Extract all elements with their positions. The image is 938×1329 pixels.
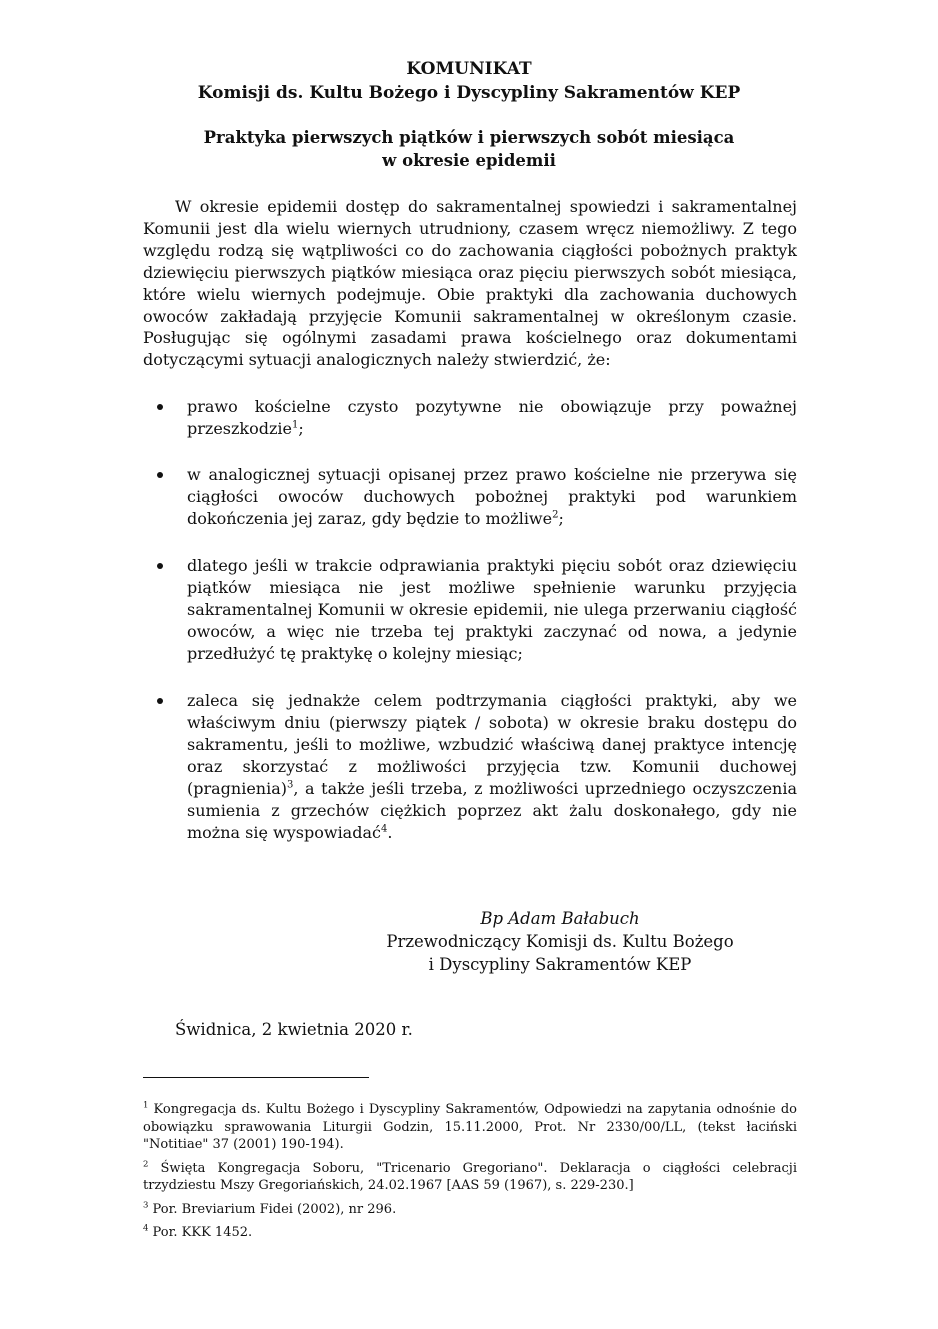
signatory-role: Przewodniczący Komisji ds. Kultu Bożego	[386, 932, 734, 951]
footnote-ref: 2	[552, 509, 559, 521]
bullet-dot-icon	[157, 698, 163, 704]
list-item-text: , a także jeśli trzeba, z możliwości uprzedniego oczyszczenia sumienia z grzechów ciężkich poprzez akt żalu doskonałego, gdy nie można się wyspowiadać	[187, 779, 797, 842]
list-item: w analogicznej sytuacji opisanej przez prawo kościelne nie przerywa się ciągłości owoców duchowych pobożnej praktyki pod warunkiem dokończenia jej zaraz, gdy będzie to możliwe$^2$;	[143, 464, 797, 530]
list-item: zaleca się jednakże celem podtrzymania ciągłości praktyki, aby we właściwym dniu (pierwszy piątek / sobota) w okresie braku dostępu do sakramentu, jeśli to możliwe, wzbudzić właściwą danej praktyce intencję oraz skorzystać z możliwości przyjęcia tzw. Komunii duchowej (pragnienia)$^3$, a także jeśli trzeba, z możliwości uprzedniego oczyszczenia sumienia z grzechów ciężkich poprzez akt żalu doskonałego, gdy nie można się wyspowiadać$^4$.	[143, 690, 797, 844]
footnote-number: 2	[143, 1159, 149, 1170]
footnote-number: 1	[143, 1100, 149, 1111]
list-item: prawo kościelne czysto pozytywne nie obowiązuje przy poważnej przeszkodzie$^1$;	[143, 396, 797, 440]
place-date: Świdnica, 2 kwietnia 2020 r.	[175, 1020, 413, 1039]
signatory-role: i Dyscypliny Sakramentów KEP	[428, 955, 692, 974]
intro-text: W okresie epidemii dostęp do sakramentalnej spowiedzi i sakramentalnej Komunii jest dla wielu wiernych utrudniony, czasem wręcz niemożliwy. Z tego względu rodzą się wątpliwości co do zachowania ciągłości pobożnych praktyk dziewięciu pierwszych piątków miesiąca oraz pięciu pierwszych sobót miesiąca, które wielu wiernych podejmuje. Obie praktyki dla zachowania duchowych owoców zakładają przyjęcie Komunii sakramentalnej w określonym czasie. Posługując się ogólnymi zasadami prawa kościelnego oraz dokumentami dotyczącymi sytuacji analogicznych należy stwierdzić, że:	[143, 197, 797, 370]
footnotes	[143, 1101, 797, 1248]
footnote-text: Kongregacja ds. Kultu Bożego i Dyscypliny Sakramentów, Odpowiedzi na zapytania odnośnie do obowiązku sprawowania Liturgii Godzin, 15.11.2000, Prot. Nr 2330/00/LL, (tekst łaciński "Notitiae" 37 (2001) 190-194).	[143, 1102, 797, 1152]
title-line: KOMUNIKAT	[406, 59, 532, 79]
bullet-dot-icon	[157, 404, 163, 410]
footnote-text: Por. KKK 1452.	[148, 1225, 253, 1240]
title-line: Komisji ds. Kultu Bożego i Dyscypliny Sakramentów KEP	[197, 83, 741, 103]
bullet-dot-icon	[157, 563, 163, 569]
list-item-text: zaleca się jednakże celem podtrzymania ciągłości praktyki, aby we właściwym dniu (pierwszy piątek / sobota) w okresie braku dostępu do sakramentu, jeśli to możliwe, wzbudzić właściwą danej praktyce intencję oraz skorzystać z możliwości przyjęcia tzw. Komunii duchowej (pragnienia)	[187, 691, 797, 798]
footnote-item	[143, 1224, 797, 1242]
document-title	[0, 57, 938, 105]
footnote-ref: 4	[380, 823, 388, 835]
subtitle-line: w okresie epidemii	[382, 151, 556, 170]
footnote-item	[143, 1101, 797, 1154]
footnote-number: 3	[143, 1200, 149, 1211]
footnote-text: Por. Breviarium Fidei (2002), nr 296.	[148, 1201, 397, 1217]
footnote-ref: 3	[287, 779, 294, 791]
signatory-name: Bp Adam Bałabuch	[480, 909, 640, 928]
footnote-item	[143, 1201, 797, 1219]
list-item-text: w analogicznej sytuacji opisanej przez prawo kościelne nie przerywa się ciągłości owoców duchowych pobożnej praktyki pod warunkiem dokończenia jej zaraz, gdy będzie to możliwe	[187, 465, 797, 528]
intro-paragraph	[143, 196, 797, 371]
footnote-number: 4	[143, 1223, 149, 1234]
bullet-list	[143, 396, 797, 844]
list-item-text: prawo kościelne czysto pozytywne nie obowiązuje przy poważnej przeszkodzie	[187, 397, 797, 438]
footnote-ref: 1	[292, 419, 299, 431]
signature-block	[380, 907, 740, 976]
footnote-text: Święta Kongregacja Soboru, "Tricenario Gregoriano". Deklaracja o ciągłości celebracji trzydziestu Mszy Gregoriańskich, 24.02.1967 [AAS 59 (1967), s. 229-230.]	[143, 1160, 797, 1193]
list-item-text: dlatego jeśli w trakcie odprawiania praktyki pięciu sobót oraz dziewięciu piątków miesiąca nie jest możliwe spełnienie warunku przyjęcia sakramentalnej Komunii w okresie epidemii, nie ulega przerwaniu ciągłość owoców, a więc nie trzeba tej praktyki zaczynać od nowa, a jedynie przedłużyć tę praktykę o kolejny miesiąc;	[187, 556, 797, 663]
footnote-item	[143, 1160, 797, 1195]
list-item	[143, 555, 797, 665]
footnote-divider	[143, 1077, 369, 1078]
bullet-dot-icon	[157, 472, 163, 478]
document-subtitle	[0, 126, 938, 172]
subtitle-line: Praktyka pierwszych piątków i pierwszych sobót miesiąca	[203, 128, 735, 147]
